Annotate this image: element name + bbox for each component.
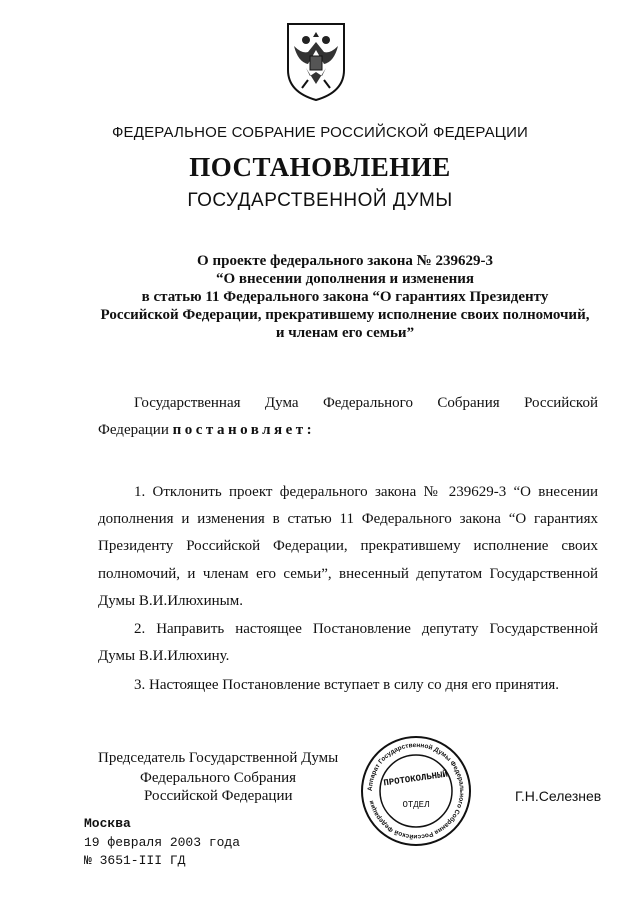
item-1-line: полномочий, и членам его семьи”, внесенный депутатом Государственной xyxy=(98,566,598,582)
stamp-outer-text: Аппарат Государственной Думы Федерального Собрания Российской Федерации xyxy=(366,741,466,841)
document-subject xyxy=(90,252,600,342)
item-1-line: Президенту Российской Федерации, прекратившему исполнение своих xyxy=(98,538,598,554)
date: 19 февраля 2003 года xyxy=(84,835,241,850)
subject-line: Российской Федерации, прекратившему исполнение своих полномочий, xyxy=(100,307,590,323)
item-2-line: Думы В.И.Илюхину. xyxy=(98,648,230,664)
stamp-center-bottom: ОТДЕЛ xyxy=(402,800,430,810)
signatory-name: Г.Н.Селезнев xyxy=(515,788,602,804)
item-3-line: 3. Настоящее Постановление вступает в силу со дня его принятия. xyxy=(134,677,560,693)
resolves-word: постановляет: xyxy=(172,422,316,438)
coat-of-arms-emblem xyxy=(284,20,348,102)
document-type-title: ПОСТАНОВЛЕНИЕ xyxy=(189,152,451,182)
item-1-line: Думы В.И.Илюхиным. xyxy=(98,593,244,609)
preamble-line: Государственная Дума Федерального Собрания Российской xyxy=(134,395,598,411)
official-stamp xyxy=(360,735,472,847)
subject-line: “О внесении дополнения и изменения xyxy=(215,271,474,287)
subject-line: в статью 11 Федерального закона “О гарантиях Президенту xyxy=(141,289,549,305)
stamp-center-top: ПРОТОКОЛЬНЫЙ xyxy=(382,769,449,789)
document-number: № 3651-III ГД xyxy=(84,853,186,868)
item-1-line: дополнения и изменения в статью 11 Федерального закона “О гарантиях xyxy=(98,511,598,527)
preamble-prefix: Федерации xyxy=(98,422,173,438)
subject-line: О проекте федерального закона № 239629-3 xyxy=(197,253,493,269)
signatory-title: Российской Федерации xyxy=(144,788,293,804)
signatory-title: Федерального Собрания xyxy=(140,770,297,786)
city: Москва xyxy=(84,816,131,831)
issuer-title: ГОСУДАРСТВЕННОЙ ДУМЫ xyxy=(187,190,453,211)
item-2-line: 2. Направить настоящее Постановление депутату Государственной xyxy=(134,621,598,637)
signatory-title: Председатель Государственной Думы xyxy=(98,750,339,766)
subject-line: и членам его семьи” xyxy=(275,325,415,341)
preamble-line xyxy=(98,422,598,439)
parliament-header: ФЕДЕРАЛЬНОЕ СОБРАНИЕ РОССИЙСКОЙ ФЕДЕРАЦИИ xyxy=(111,124,529,141)
item-1-line: 1. Отклонить проект федерального закона № 239629-3 “О внесении xyxy=(134,484,598,500)
